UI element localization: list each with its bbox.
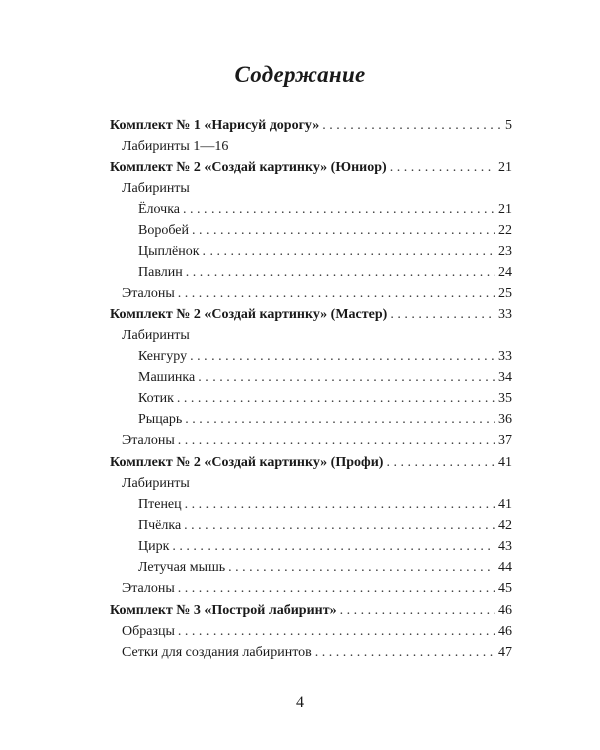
- page-number: 4: [296, 694, 304, 711]
- toc-entry[interactable]: [138, 242, 512, 262]
- toc-entry-label: Цирк: [138, 539, 170, 554]
- toc-entry-label: Павлин: [138, 265, 183, 280]
- toc-entry-page: 42: [498, 518, 512, 533]
- toc-entry-label: Комплект № 2 «Создай картинку» (Юниор): [110, 160, 387, 175]
- toc-entry-page: 33: [498, 307, 512, 322]
- toc-entry-label: Рыцарь: [138, 412, 183, 427]
- toc-entry-label: Эталоны: [122, 581, 175, 596]
- toc-entry-label: Комплект № 1 «Нарисуй дорогу»: [110, 118, 320, 133]
- toc-entry-label: Лабиринты: [122, 181, 190, 196]
- toc-entry-label: Машинка: [138, 370, 196, 385]
- toc-entry[interactable]: [138, 347, 512, 367]
- dot-leader: [203, 242, 495, 262]
- toc-entry-page: 44: [498, 560, 512, 575]
- toc-entry[interactable]: [138, 200, 512, 220]
- toc-entry-label: Комплект № 2 «Создай картинку» (Мастер): [110, 307, 388, 322]
- toc-entry-page: 37: [498, 433, 512, 448]
- toc-entry-label: Комплект № 3 «Построй лабиринт»: [110, 603, 337, 618]
- toc-entry[interactable]: [138, 221, 512, 241]
- toc-entry-label: Кенгуру: [138, 349, 188, 364]
- toc-entry-label: Сетки для создания лабиринтов: [122, 645, 312, 660]
- toc-entry-page: 46: [498, 624, 512, 639]
- toc-entry[interactable]: [138, 537, 512, 557]
- dot-leader: [185, 410, 495, 430]
- toc-entry[interactable]: [110, 601, 512, 621]
- toc-entry-label: Лабиринты 1—16: [122, 139, 229, 154]
- toc-entry[interactable]: [122, 622, 512, 642]
- dot-leader: [183, 200, 495, 220]
- dot-leader: [172, 537, 495, 557]
- dot-leader: [177, 389, 495, 409]
- toc-entry-page: 22: [498, 223, 512, 238]
- toc-entry-label: Котик: [138, 391, 174, 406]
- dot-leader: [178, 431, 495, 451]
- dot-leader: [228, 558, 495, 578]
- dot-leader: [178, 579, 495, 599]
- toc-entry-label: Эталоны: [122, 286, 175, 301]
- toc-entry-page: 25: [498, 286, 512, 301]
- dot-leader: [184, 516, 495, 536]
- toc-entry[interactable]: [138, 368, 512, 388]
- toc-entry[interactable]: [122, 326, 190, 346]
- toc-entry-page: 33: [498, 349, 512, 364]
- toc-entry[interactable]: [122, 179, 190, 199]
- toc-entry-label: Птенец: [138, 497, 182, 512]
- toc-entry-page: 24: [498, 265, 512, 280]
- dot-leader: [186, 263, 495, 283]
- toc-entry-page: 34: [498, 370, 512, 385]
- page-title: Содержание: [234, 62, 366, 87]
- dot-leader: [390, 158, 495, 178]
- toc-entry-page: 23: [498, 244, 512, 259]
- toc-entry[interactable]: [138, 389, 512, 409]
- toc-entry-page: 21: [498, 160, 512, 175]
- toc-entry[interactable]: [122, 137, 228, 157]
- toc-entry[interactable]: [110, 453, 512, 473]
- dot-leader: [386, 453, 495, 473]
- dot-leader: [190, 347, 495, 367]
- toc-entry[interactable]: [122, 284, 512, 304]
- toc-entry[interactable]: [110, 116, 512, 136]
- toc-entry[interactable]: [138, 410, 512, 430]
- toc-entry-page: 35: [498, 391, 512, 406]
- toc-entry-page: 46: [498, 603, 512, 618]
- toc-entry[interactable]: [138, 495, 512, 515]
- toc-entry[interactable]: [110, 158, 512, 178]
- toc-entry-label: Пчёлка: [138, 518, 182, 533]
- dot-leader: [198, 368, 495, 388]
- toc-entry-label: Образцы: [122, 624, 175, 639]
- toc-entry-page: 41: [498, 455, 512, 470]
- toc-entry-label: Эталоны: [122, 433, 175, 448]
- dot-leader: [340, 601, 495, 621]
- dot-leader: [390, 305, 495, 325]
- toc-entry-label: Ёлочка: [138, 202, 181, 217]
- toc-entry[interactable]: [138, 263, 512, 283]
- toc-entry[interactable]: [122, 431, 512, 451]
- toc-entry[interactable]: [138, 558, 512, 578]
- toc-entry-label: Воробей: [138, 223, 189, 238]
- toc-entry[interactable]: [122, 643, 512, 663]
- toc-entry-page: 21: [498, 202, 512, 217]
- toc-entry-label: Лабиринты: [122, 476, 190, 491]
- toc-entry-label: Летучая мышь: [138, 560, 226, 575]
- toc-entry[interactable]: [122, 579, 512, 599]
- dot-leader: [315, 643, 495, 663]
- toc-entry-page: 41: [498, 497, 512, 512]
- toc-entry[interactable]: [138, 516, 512, 536]
- dot-leader: [185, 495, 495, 515]
- toc-entry-page: 47: [498, 645, 512, 660]
- toc-entry[interactable]: [110, 305, 512, 325]
- toc-entry-label: Лабиринты: [122, 328, 190, 343]
- toc-entry-page: 45: [498, 581, 512, 596]
- dot-leader: [178, 622, 495, 642]
- toc-entry-page: 5: [505, 118, 512, 133]
- toc-entry-label: Цыплёнок: [138, 244, 200, 259]
- dot-leader: [178, 284, 495, 304]
- toc-entry-page: 36: [498, 412, 512, 427]
- dot-leader: [322, 116, 502, 136]
- dot-leader: [192, 221, 495, 241]
- toc-entry-label: Комплект № 2 «Создай картинку» (Профи): [110, 455, 384, 470]
- toc-entry-page: 43: [498, 539, 512, 554]
- toc-entry[interactable]: [122, 474, 190, 494]
